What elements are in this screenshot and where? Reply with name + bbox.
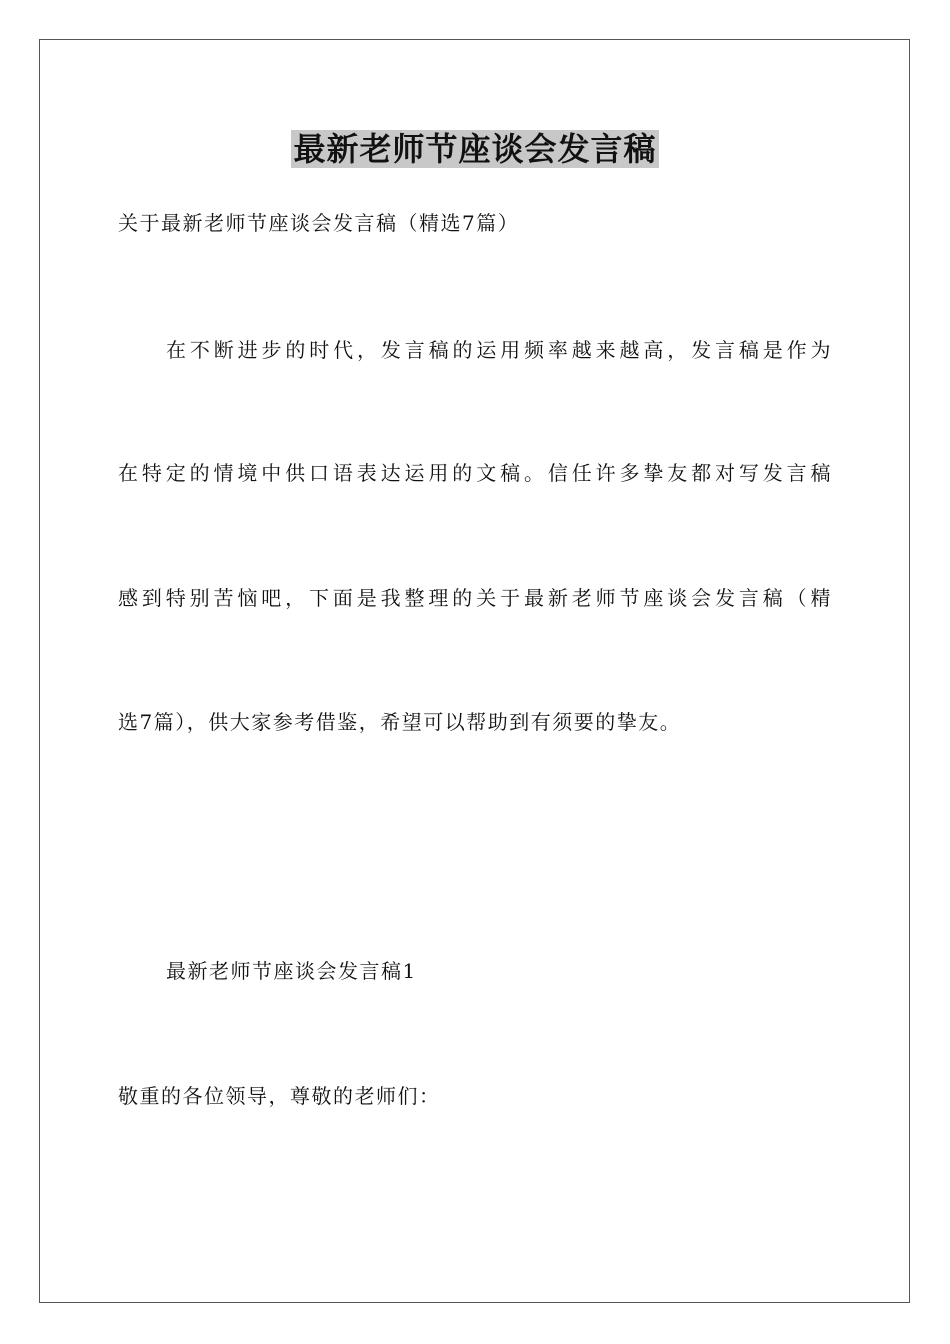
intro-line-1: 在不断进步的时代，发言稿的运用频率越来越高，发言稿是作为 [166, 338, 832, 362]
document-title-wrapper [0, 128, 950, 170]
intro-line-2: 在特定的情境中供口语表达运用的文稿。信任许多挚友都对写发言稿 [118, 461, 832, 485]
document-subtitle: 关于最新老师节座谈会发言稿（精选7篇） [118, 211, 520, 235]
section-heading: 最新老师节座谈会发言稿1 [166, 959, 417, 983]
intro-line-3: 感到特别苦恼吧，下面是我整理的关于最新老师节座谈会发言稿（精 [118, 586, 832, 610]
document-title: 最新老师节座谈会发言稿 [293, 130, 657, 168]
salutation: 敬重的各位领导，尊敬的老师们： [118, 1084, 441, 1108]
intro-line-4: 选7篇），供大家参考借鉴，希望可以帮助到有须要的挚友。 [118, 710, 682, 734]
